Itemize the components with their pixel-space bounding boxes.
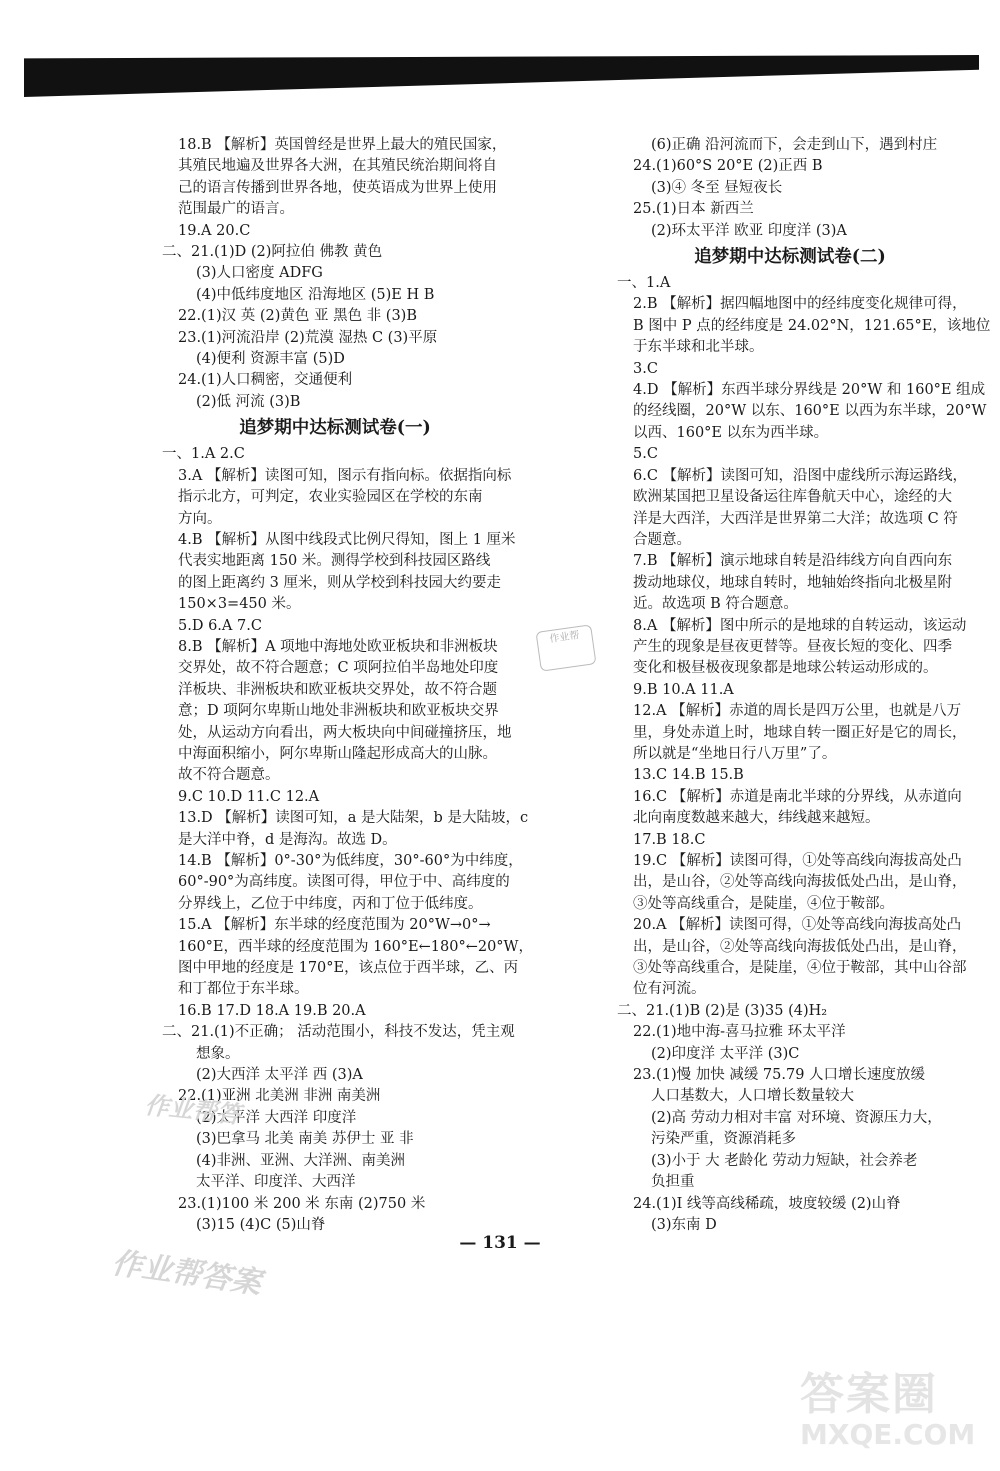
answer-line: 中海面积缩小，阿尔卑斯山隆起形成高大的山脉。 — [178, 745, 497, 762]
answer-line: 25.(1)日本 新西兰 — [633, 201, 754, 218]
answer-line: 24.(1)人口稠密，交通便利 — [178, 372, 353, 389]
answer-line: 150×3=450 米。 — [178, 596, 301, 613]
answer-line: 里，身处赤道上时，地球自转一圈正好是它的周长， — [633, 724, 967, 741]
answer-line: 3.A 【解析】读图可知，图示有指向标。依据指向标 — [178, 467, 512, 484]
answer-line: 于东半球和北半球。 — [633, 339, 764, 356]
answer-line: 9.B 10.A 11.A — [633, 681, 734, 698]
answer-line: (2)环太平洋 欧亚 印度洋 (3)A — [651, 222, 847, 239]
answer-line: 人口基数大，人口增长数量较大 — [651, 1088, 854, 1105]
answer-line: 160°E，西半球的经度范围为 160°E←180°←20°W， — [178, 938, 533, 955]
answer-line: 代表实地距离 150 米。测得学校到科技园区路线 — [178, 553, 491, 570]
answer-line: 变化和极昼极夜现象都是地球公转运动形成的。 — [633, 660, 938, 677]
answer-line: 一、1.A — [617, 275, 671, 292]
answer-line: 出，是山谷，②处等高线向海拔低处凸出，是山脊， — [633, 938, 967, 955]
answer-line: 24.(1)I 线等高线稀疏，坡度较缓 (2)山脊 — [633, 1195, 901, 1212]
answer-line: 16.B 17.D 18.A 19.B 20.A — [178, 1002, 366, 1019]
answer-line: 8.A 【解析】图中所示的是地球的自转运动，该运动 — [633, 617, 967, 634]
answer-line: 9.C 10.D 11.C 12.A — [178, 788, 320, 805]
answer-line: (3)15 (4)C (5)山脊 — [196, 1216, 326, 1233]
stamp-text: 作业帮 — [548, 630, 581, 646]
answer-line: 8.B 【解析】A 项地中海地处欧亚板块和非洲板块 — [178, 638, 498, 655]
answer-line: 拨动地球仪，地球自转时，地轴始终指向北极星附 — [633, 574, 952, 591]
answer-line: 14.B 【解析】0°-30°为低纬度，30°-60°为中纬度， — [178, 853, 523, 869]
answer-column-right — [595, 135, 991, 1236]
answer-line: 16.C 【解析】赤道是南北半球的分界线，从赤道向 — [633, 788, 962, 805]
answer-line: 近。故选项 B 符合题意。 — [633, 596, 798, 613]
answer-line: B 图中 P 点的经纬度是 24.02°N，121.65°E，该地位 — [633, 317, 991, 334]
answer-line: 19.C 【解析】读图可得，①处等高线向海拔高处凸 — [633, 853, 962, 869]
answer-line: 4.D 【解析】东西半球分界线是 20°W 和 160°E 组成 — [633, 382, 986, 399]
answer-line: 15.A 【解析】东半球的经度范围为 20°W→0°→ — [178, 917, 491, 934]
answer-line: 22.(1)汉 英 (2)黄色 亚 黑色 非 (3)B — [178, 308, 417, 325]
answer-line: 60°-90°为高纬度。读图可得，甲位于中、高纬度的 — [178, 874, 510, 891]
logo-text: 答案圈 — [800, 1369, 938, 1420]
answer-line: 12.A 【解析】赤道的周长是四万公里，也就是八万 — [633, 703, 962, 720]
answer-line: (6)正确 沿河流而下，会走到山下，遇到村庄 — [651, 137, 938, 153]
answer-line: (3)人口密度 ADFG — [196, 265, 323, 282]
answer-line: 合题意。 — [633, 531, 691, 548]
answer-line: 分界线上，乙位于中纬度，丙和丁位于低纬度。 — [178, 895, 483, 912]
watermark: 作业帮答 — [143, 1090, 243, 1129]
answer-line: 20.A 【解析】读图可得，①处等高线向海拔高处凸 — [633, 917, 962, 934]
answer-line: 负担重 — [651, 1174, 695, 1191]
answer-line: 3.C — [633, 360, 658, 377]
answer-line: 欧洲某国把卫星设备运往库鲁航天中心，途经的大 — [633, 489, 952, 506]
answer-line: 22.(1)亚洲 北美洲 非洲 南美洲 — [178, 1088, 381, 1105]
answer-line: 己的语言传播到世界各地，使英语成为世界上使用 — [178, 179, 497, 196]
answer-line: 所以就是“坐地日行八万里”了。 — [633, 745, 837, 762]
site-logo — [800, 1358, 990, 1458]
answer-line: 处，从运动方向看出，两大板块向中间碰撞挤压，地 — [178, 724, 512, 741]
answer-line: 指示北方，可判定，农业实验园区在学校的东南 — [178, 489, 483, 506]
answer-line: 出，是山谷，②处等高线向海拔低处凸出，是山脊， — [633, 874, 967, 891]
answer-line: (3)东南 D — [651, 1216, 717, 1233]
answer-column-left — [140, 135, 533, 1236]
answer-line: (2)大西洋 太平洋 西 (3)A — [196, 1067, 363, 1084]
answer-line: 19.A 20.C — [178, 222, 251, 239]
answer-line: (3)小于 大 老龄化 劳动力短缺，社会养老 — [651, 1152, 918, 1169]
answer-line: 位有河流。 — [633, 981, 706, 998]
answer-line: 7.B 【解析】演示地球自转是沿纬线方向自西向东 — [633, 553, 953, 570]
answer-line: 北向南度数越来越大，纬线越来越短。 — [633, 810, 880, 827]
answer-line: 交界处，故不符合题意；C 项阿拉伯半岛地处印度 — [178, 660, 499, 677]
answer-line: 18.B 【解析】英国曾经是世界上最大的殖民国家， — [178, 137, 507, 153]
answer-line: 一、1.A 2.C — [162, 446, 245, 463]
answer-line: 以西、160°E 以东为西半球。 — [633, 424, 829, 441]
answer-line: (3)巴拿马 北美 南美 苏伊士 亚 非 — [196, 1131, 414, 1148]
answer-line: 13.C 14.B 15.B — [633, 767, 744, 784]
answer-line: 5.D 6.A 7.C — [178, 617, 262, 634]
answer-line: 23.(1)慢 加快 减缓 75.79 人口增长速度放缓 — [633, 1067, 926, 1084]
answer-line: 太平洋、印度洋、大西洋 — [196, 1174, 356, 1191]
answer-line: (4)中低纬度地区 沿海地区 (5)E H B — [196, 286, 435, 303]
section-title: 追梦期中达标测试卷(二) — [694, 247, 886, 268]
answer-line: (2)印度洋 太平洋 (3)C — [651, 1045, 800, 1062]
answer-line: 产生的现象是昼夜更替等。昼夜长短的变化、四季 — [633, 638, 952, 655]
answer-line: 洋板块、非洲板块和欧亚板块交界处，故不符合题 — [178, 681, 497, 698]
answer-line: (3)④ 冬至 昼短夜长 — [651, 179, 783, 196]
answer-line: 是大洋中脊，d 是海沟。故选 D。 — [178, 831, 397, 848]
answer-line: ③处等高线重合，是陡崖，④位于鞍部，其中山谷部 — [633, 960, 967, 977]
answer-line: 的经线圈，20°W 以东、160°E 以西为东半球，20°W — [633, 403, 987, 420]
answer-line: (4)非洲、亚洲、大洋洲、南美洲 — [196, 1152, 406, 1169]
answer-line: 污染严重，资源消耗多 — [651, 1131, 796, 1148]
answer-line: 故不符合题意。 — [178, 767, 280, 784]
answer-line: (4)便利 资源丰富 (5)D — [196, 351, 345, 368]
answer-line: 23.(1)100 米 200 米 东南 (2)750 米 — [178, 1195, 426, 1212]
answer-line: 2.B 【解析】据四幅地图中的经纬度变化规律可得， — [633, 296, 967, 313]
answer-line: 图中甲地的经度是 170°E，该点位于西半球，乙、丙 — [178, 960, 519, 977]
answer-line: 二、21.(1)D (2)阿拉伯 佛教 黄色 — [162, 244, 383, 261]
answer-line: 二、21.(1)B (2)是 (3)35 (4)H₂ — [617, 1002, 828, 1019]
answer-line: (2)高 劳动力相对丰富 对环境、资源压力大， — [651, 1109, 942, 1126]
answer-line: 5.C — [633, 446, 658, 463]
answer-line: 范围最广的语言。 — [178, 201, 294, 218]
answer-line: 4.B 【解析】从图中线段式比例尺得知，图上 1 厘米 — [178, 531, 516, 548]
watermark: 作业帮答案 — [109, 1245, 264, 1302]
answer-line: 其殖民地遍及世界各大洲，在其殖民统治期间将自 — [178, 158, 497, 175]
answer-line: (2)太平洋 大西洋 印度洋 — [196, 1109, 357, 1126]
answer-line: 洋是大西洋，大西洋是世界第二大洋；故选项 C 符 — [633, 510, 958, 527]
answer-line: 想象。 — [196, 1045, 240, 1062]
answer-line: 24.(1)60°S 20°E (2)正西 B — [633, 158, 823, 175]
header-black-band — [24, 55, 979, 97]
answer-line: 22.(1)地中海-喜马拉雅 环太平洋 — [633, 1024, 846, 1041]
answer-line: 意；D 项阿尔卑斯山地处非洲板块和欧亚板块交界 — [178, 703, 499, 720]
logo-url: MXQE.COM — [800, 1418, 976, 1451]
homework-stamp — [535, 624, 596, 671]
answer-line: 13.D 【解析】读图可知，a 是大陆架，b 是大陆坡，c — [178, 810, 529, 827]
page-number: — 131 — — [459, 1233, 541, 1253]
answer-line: 方向。 — [178, 510, 222, 527]
answer-line: ③处等高线重合，是陡崖，④位于鞍部。 — [633, 895, 894, 912]
answer-line: 二、21.(1)不正确； 活动范围小，科技不发达，凭主观 — [162, 1024, 515, 1041]
answer-line: 6.C 【解析】读图可知，沿图中虚线所示海运路线， — [633, 467, 968, 484]
answer-line: 的图上距离约 3 厘米，则从学校到科技园大约要走 — [178, 574, 501, 591]
answer-line: 和丁都位于东半球。 — [178, 981, 309, 998]
answer-line: (2)低 河流 (3)B — [196, 393, 301, 410]
answer-line: 17.B 18.C — [633, 831, 706, 848]
answer-line: 23.(1)河流沿岸 (2)荒漠 湿热 C (3)平原 — [178, 329, 438, 346]
section-title: 追梦期中达标测试卷(一) — [239, 418, 431, 439]
